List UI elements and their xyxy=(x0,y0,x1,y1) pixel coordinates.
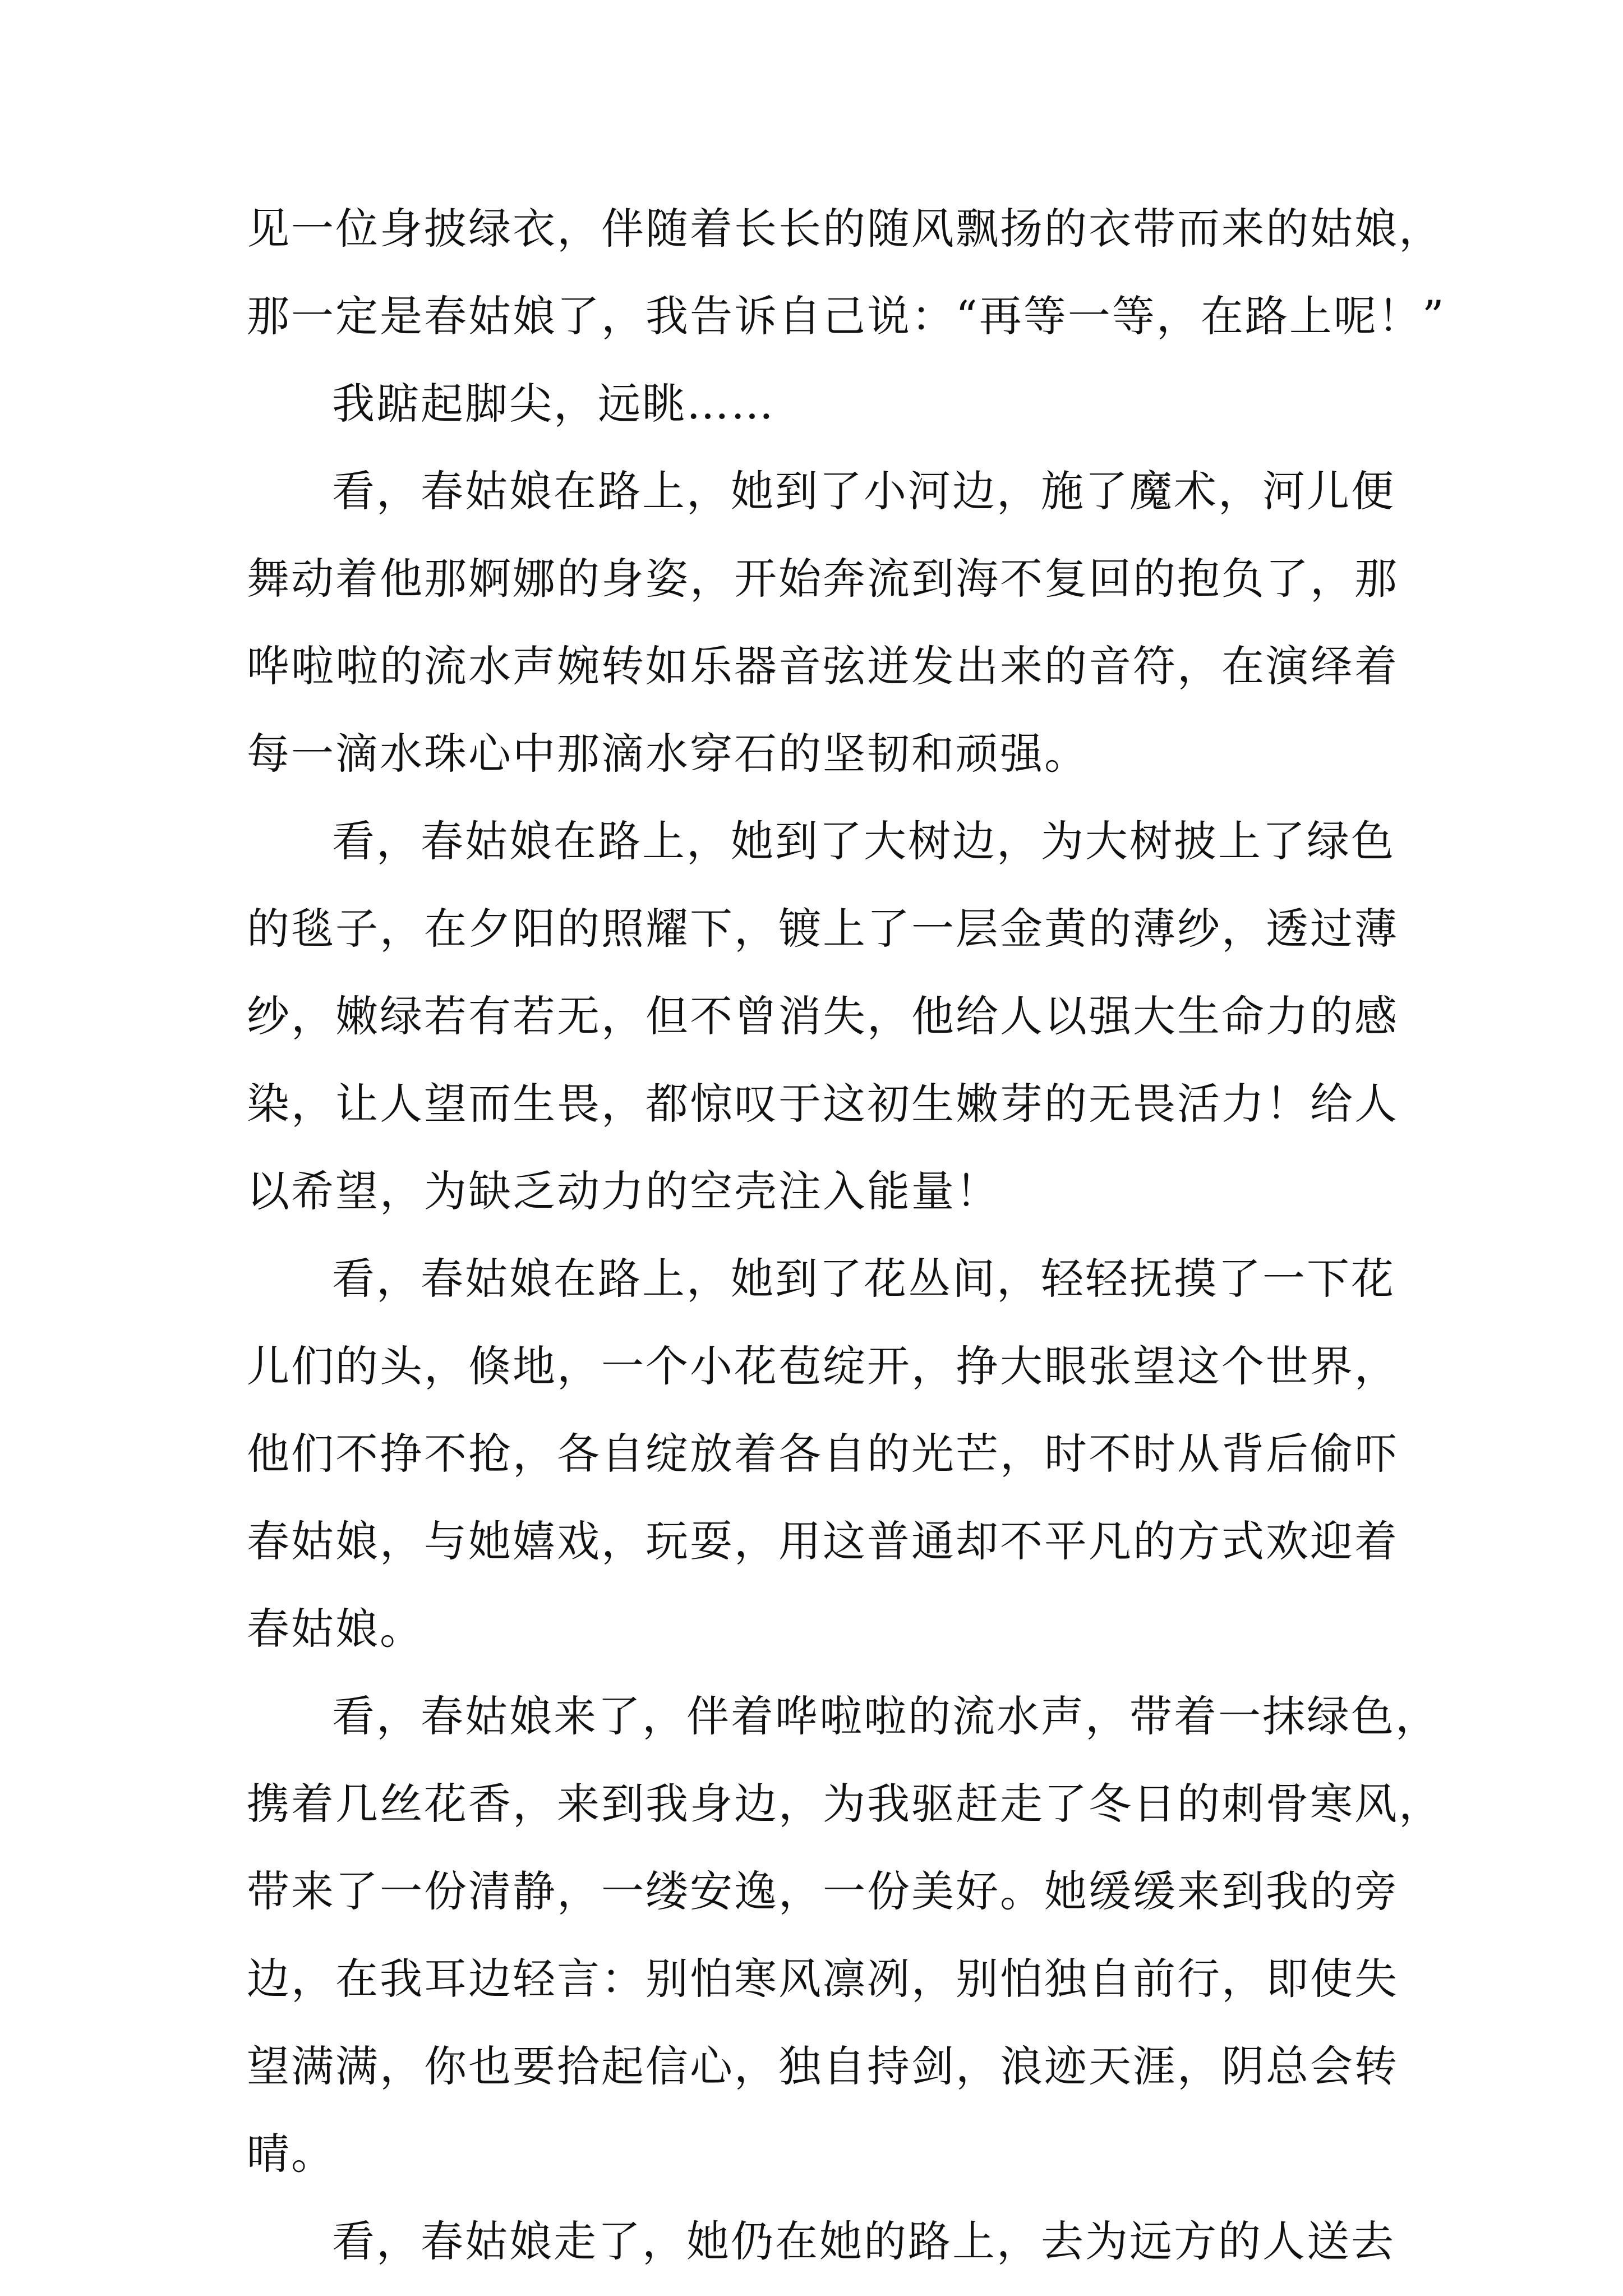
text-line: 以希望，为缺乏动力的空壳注入能量！ xyxy=(247,1166,1000,1216)
essay-body xyxy=(247,185,1447,2285)
text-line: 每一滴水珠心中那滴水穿石的坚韧和顽强。 xyxy=(247,729,1089,779)
paragraph-start-line: 看，春姑娘在路上，她到了大树边，为大树披上了绿色 xyxy=(332,816,1395,866)
paragraph-start-line: 我踮起脚尖，远眺…… xyxy=(332,379,775,429)
text-line: 晴。 xyxy=(247,2129,335,2179)
paragraph-start-line: 看，春姑娘在路上，她到了花丛间，轻轻抚摸了一下花 xyxy=(332,1254,1395,1304)
text-line: 边，在我耳边轻言：别怕寒风凛冽，别怕独自前行，即使失 xyxy=(247,1954,1399,2004)
text-line: 那一定是春姑娘了，我告诉自己说：“再等一等，在路上呢！” xyxy=(247,291,1446,341)
text-line: 舞动着他那婀娜的身姿，开始奔流到海不复回的抱负了，那 xyxy=(247,554,1399,604)
text-line: 染，让人望而生畏，都惊叹于这初生嫩芽的无畏活力！给人 xyxy=(247,1079,1399,1129)
paragraph-start-line: 看，春姑娘来了，伴着哗啦啦的流水声，带着一抹绿色， xyxy=(332,1691,1440,1741)
text-line: 哗啦啦的流水声婉转如乐器音弦迸发出来的音符，在演绎着 xyxy=(247,641,1399,691)
text-line: 春姑娘，与她嬉戏，玩耍，用这普通却不平凡的方式欢迎着 xyxy=(247,1516,1399,1566)
text-line: 纱，嫩绿若有若无，但不曾消失，他给人以强大生命力的感 xyxy=(247,991,1399,1041)
paragraph-start-line: 看，春姑娘在路上，她到了小河边，施了魔术，河儿便 xyxy=(332,466,1395,516)
text-line: 儿们的头，倏地，一个小花苞绽开，挣大眼张望这个世界， xyxy=(247,1341,1399,1391)
text-line: 的毯子，在夕阳的照耀下，镀上了一层金黄的薄纱，透过薄 xyxy=(247,904,1399,954)
paragraph-start-line: 看，春姑娘走了，她仍在她的路上，去为远方的人送去 xyxy=(332,2216,1395,2266)
text-line: 望满满，你也要拾起信心，独自持剑，浪迹天涯，阴总会转 xyxy=(247,2041,1399,2091)
text-line: 春姑娘。 xyxy=(247,1604,424,1654)
text-line: 见一位身披绿衣，伴随着长长的随风飘扬的衣带而来的姑娘， xyxy=(247,204,1443,254)
text-line: 携着几丝花香，来到我身边，为我驱赶走了冬日的刺骨寒风， xyxy=(247,1779,1443,1829)
text-line: 他们不挣不抢，各自绽放着各自的光芒，时不时从背后偷吓 xyxy=(247,1429,1399,1479)
text-line: 带来了一份清静，一缕安逸，一份美好。她缓缓来到我的旁 xyxy=(247,1866,1399,1916)
